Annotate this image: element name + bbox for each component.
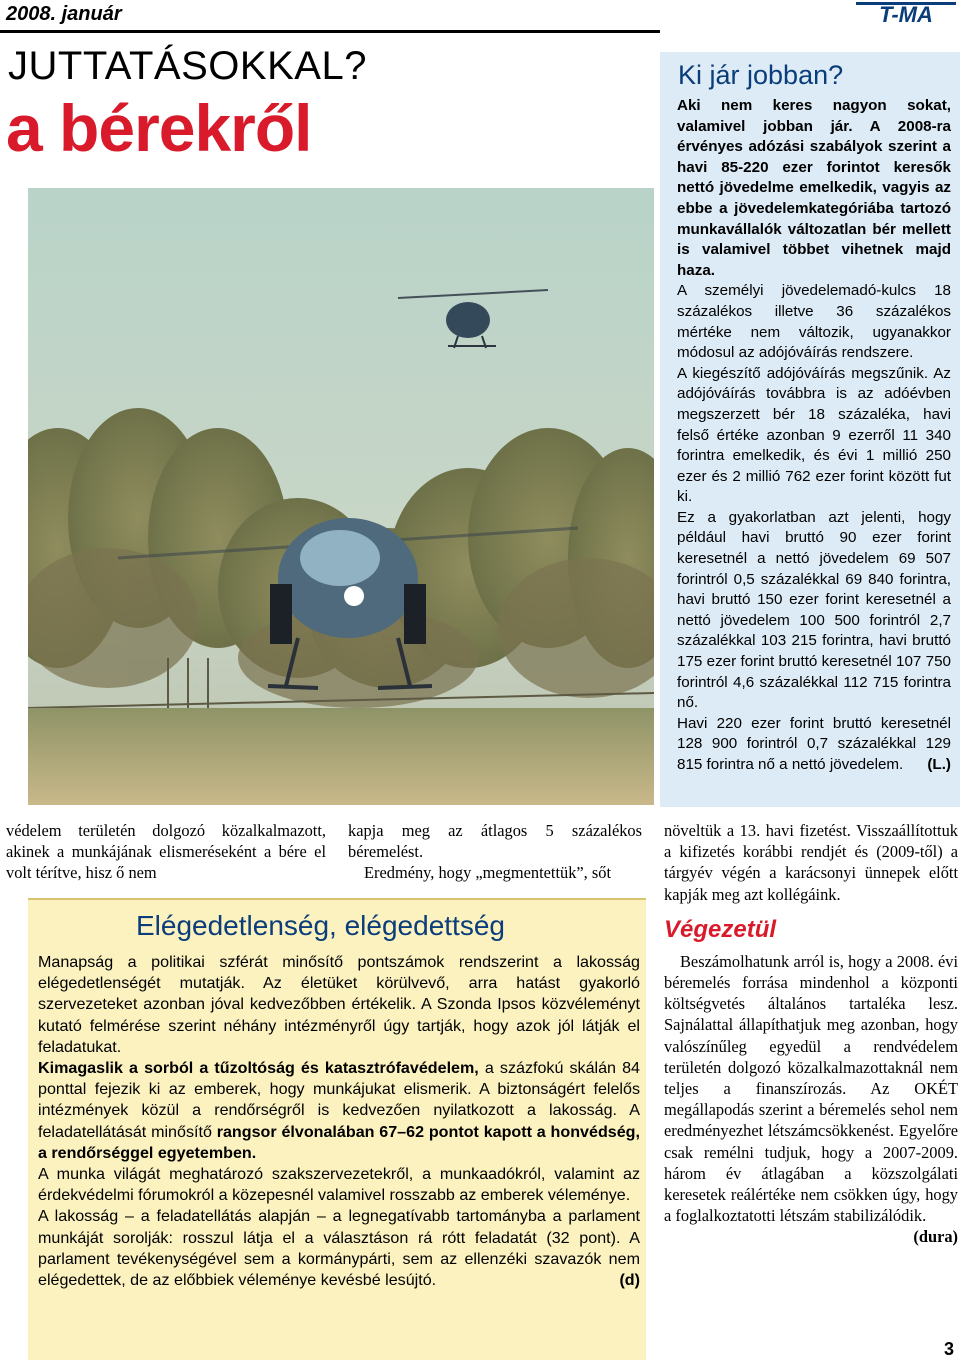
header-rule	[0, 30, 660, 33]
headline-main: a bérekről	[6, 91, 312, 165]
article-column-1	[6, 820, 326, 884]
publication-logo	[856, 0, 956, 24]
sidebar-paragraph: Ez a gyakorlatban azt jelenti, hogy például havi bruttó 90 ezer forint keresetnél a nettó jövedelem 69 507 forintról 0,5 százalékkal 69 840 forintra, havi bruttó 150 ezer forint keresetnél a nettó jövedelem 100 500 forintról 2,7 százalékkal 103 215 forintra, havi bruttó 175 ezer forint bruttó keresetnél 107 750 forintról 4,6 százalékkal 112 715 forintra nő.	[677, 508, 951, 712]
article-column-2	[348, 820, 642, 884]
article-signature: (dura)	[913, 1227, 958, 1247]
article-column-3	[664, 820, 958, 1248]
issue-date: 2008. január	[6, 3, 122, 25]
svg-text:T-MA: T-MA	[879, 2, 933, 24]
satisfaction-box	[28, 898, 646, 1360]
sidebar-lead: Aki nem keres nagyon sokat, valamivel jobban jár. A 2008-ra érvényes adózási szabályok szerint a havi 85-220 ezer forintot keresők nettó jövedelme emelkedik, vagyis az ebbe a jövedelemkategóriába tartozó munkavállalók változatlan bér mellett is valamivel többet vihetnek majd haza.	[677, 97, 951, 279]
box-paragraph: A lakosság – a feladatellátás alapján – a legnegatívabb tartományba a parlament munkáját sorolják: rosszul látja el a választáson rá rótt feladatát (32 pont). A parlament tevékenységével sem a kormánypárti, sem az ellenzéki szavazók nem elégedettek, de az előbbiek véleménye kevésbé lesújtó. (d)	[38, 1206, 640, 1291]
article-paragraph: Beszámolhatunk arról is, hogy a 2008. évi béremelés forrása mindenhol a központi költségvetés általános tartaléka lesz. Sajnálattal állapíthatjuk meg azonban, hogy valószínűleg egyedül a rendvédelem területén dolgozó közalkalmazottaknál nem teljes a finanszírozás. Az OKÉT megállapodás szerint a béremelés sehol nem eredményezhet létszámcsökkenést. Egyelőre csak remélni tudjuk, hogy a 2007-2009. három év átlagában a közszolgálati keresetek reálértéke nem csökken úgy, hogy a foglalkoztatotti létszám stabilizálódik. (dura)	[664, 951, 958, 1247]
sidebar-panel	[660, 52, 960, 807]
headline-kicker: JUTTATÁSOKKAL?	[8, 44, 367, 88]
article-paragraph: kapja meg az átlagos 5 százalékos béremelést.	[348, 821, 642, 862]
sidebar-paragraph: A személyi jövedelemadó-kulcs 18 százalékos illetve 36 százalékos mértéke nem változik, ugyanakkor módosul az adójóváírás rendszere.	[677, 282, 951, 362]
helicopter-photo	[28, 188, 654, 805]
article-paragraph: növeltük a 13. havi fizetést. Visszaállítottuk a kifizetés korábbi rendjét és (2009-től) a tárgyév végén a karácsonyi ünnepek előtt kapják meg azt kollégáink.	[664, 821, 958, 904]
box-signature: (d)	[619, 1271, 640, 1290]
sidebar-paragraph: Havi 220 ezer forint bruttó keresetnél 128 900 forintról 0,7 százalékkal 129 815 forintra nő a nettó jövedelem. (L.)	[677, 714, 951, 776]
sidebar-body	[677, 96, 951, 776]
box-title: Elégedetlenség, elégedettség	[136, 910, 505, 941]
box-paragraph: Manapság a politikai szférát minősítő pontszámok rendszerint a lakosság elégedetlenségét mutatják. Az életüket körülvevő, arra hatást gyakorló szervezeteket azonban jóval kedvezőbben értékelik. A Szonda Ipsos közvéleményt kutató felmérése szerint néhány intézményről úgy tartják, hogy azok jól látják el feladatukat.	[38, 953, 640, 1056]
box-body	[38, 952, 640, 1291]
article-paragraph: védelem területén dolgozó közalkalmazott, akinek a munkájának elismeréseként a bére el volt térítve, hisz ő nem	[6, 821, 326, 883]
sidebar-paragraph: A kiegészítő adójóváírás megszűnik. Az adójóváírás továbbra is az adóévben megszerzett bér 18 százaléka, havi felső értéke azonban 9 ezerről 11 340 forintra emelkedik, és évi 1 millió 250 ezer és 2 millió 762 ezer forint között fut ki.	[677, 364, 951, 506]
article-paragraph: Eredmény, hogy „megmentettük”, sőt	[364, 863, 612, 883]
box-paragraph: Kimagaslik a sorból a tűzoltóság és katasztrófavédelem, a százfokú skálán 84 ponttal fejezik ki az emberek, hogy munkájukat elismerik. A biztonságért felelős intézmények közül a rendőrségről is kedvezően nyilatkozott a lakosság. A feladatellátását minősítő rangsor élvonalában 67–62 pontot kapott a honvédség, a rendőrséggel egyetemben.	[38, 1059, 640, 1162]
section-subhead: Végezetül	[664, 915, 777, 943]
sidebar-title: Ki jár jobban?	[678, 60, 844, 90]
sidebar-signature: (L.)	[927, 756, 951, 773]
page-number: 3	[943, 1339, 954, 1359]
box-paragraph: A munka világát meghatározó szakszervezetekről, a munkaadókról, valamint az érdekvédelmi fórumokról a közepesnél valamivel rosszabb az emberek véleménye.	[38, 1165, 640, 1205]
